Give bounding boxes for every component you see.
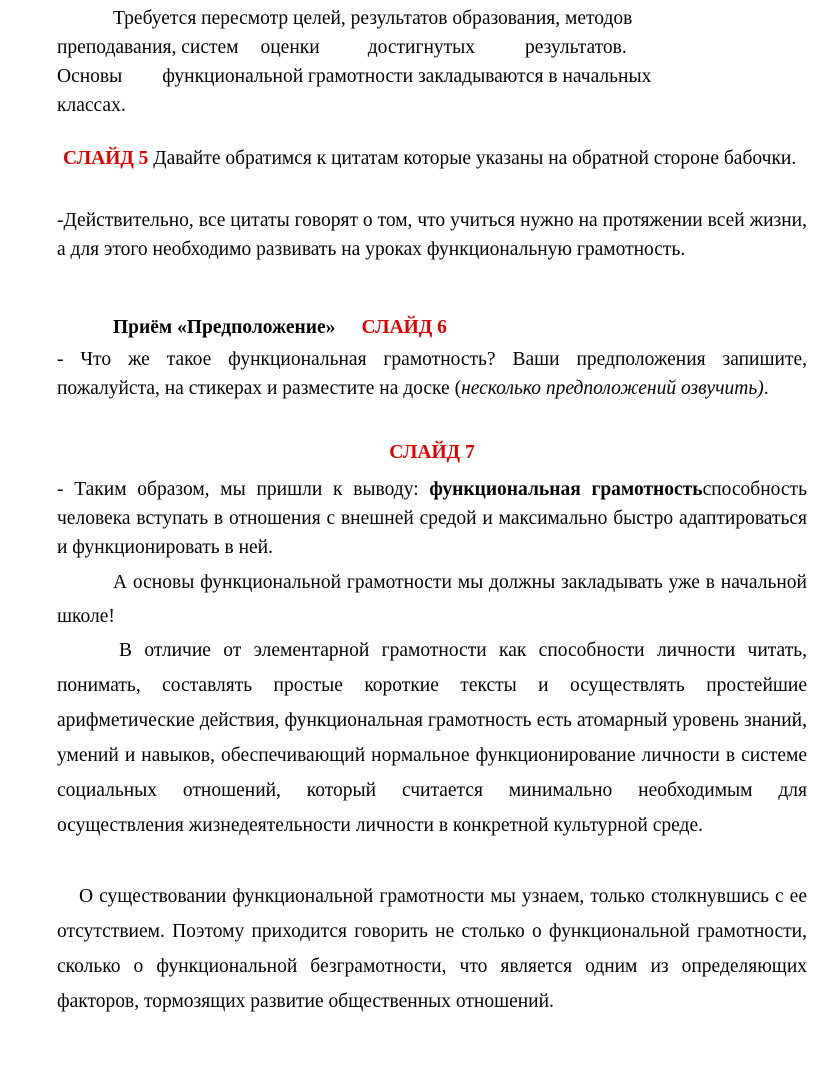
paragraph-line: Требуется пересмотр целей, результатов образования, методов xyxy=(113,8,633,29)
slide-label: СЛАЙД 5 xyxy=(63,148,149,169)
defined-term: функциональная грамотность xyxy=(429,479,703,500)
slide-heading xyxy=(57,438,807,467)
paragraph-illiteracy: О существовании функциональной грамотности мы узнаем, только столкнувшись с ее отсутствием. Поэтому приходится говорить не столько о функциональной грамотности, сколько о функциональной безграмотности, что является одним из определяющих факторов, тормозящих развитие общественных отношений. xyxy=(57,886,807,1012)
paragraph-slide-5 xyxy=(57,144,807,173)
paragraph-line: классах. xyxy=(57,95,126,116)
italic-note: несколько предположений озвучить) xyxy=(461,378,764,399)
text-fragment: преподавания, систем xyxy=(57,37,239,58)
text-fragment: функциональной грамотности закладываются в начальных xyxy=(162,66,652,87)
paragraph-functional-literacy: В отличие от элементарной грамотности как способности личности читать, понимать, составлять простые короткие тексты и осуществлять простейшие арифметические действия, функциональная грамотность есть атомарный уровень знаний, умений и навыков, обеспечивающий нормальное функционирование личности в системе социальных отношений, который считается минимально необходимым для осуществления жизнедеятельности личности в конкретной культурной среде. xyxy=(57,640,807,836)
paragraph-definition xyxy=(57,475,807,562)
slide-label: СЛАЙД 6 xyxy=(361,317,447,338)
paragraph-line xyxy=(57,62,807,91)
paragraph-tail: . xyxy=(763,378,769,399)
slide-label: СЛАЙД 7 xyxy=(389,442,475,463)
paragraph-goals-revision xyxy=(57,4,807,120)
paragraph-quotes: -Действительно, все цитаты говорят о том, что учиться нужно на протяжении всей жизни, а для этого необходимо развивать на уроках функциональную грамотность. xyxy=(57,210,807,260)
text-fragment: Основы xyxy=(57,66,123,87)
method-title: Приём «Предположение» xyxy=(113,317,336,338)
paragraph-primary-school: А основы функциональной грамотности мы должны закладывать уже в начальной школе! xyxy=(57,572,807,627)
paragraph-text: способность человека вступать в отношения с внешней средой и максимально быстро адаптироваться и функционировать в ней. xyxy=(57,479,807,558)
paragraph-text: - Что же такое функциональная грамотность? Ваши предположения запишите, пожалуйста, на стикерах и разместите на доске ( xyxy=(57,349,807,399)
method-heading xyxy=(57,313,807,342)
paragraph-question xyxy=(57,345,807,403)
paragraph-text: Давайте обратимся к цитатам которые указаны на обратной стороне бабочки. xyxy=(148,148,797,169)
paragraph-text: - Таким образом, мы пришли к выводу: xyxy=(57,479,430,500)
text-fragment: оценки xyxy=(260,37,320,58)
text-fragment: результатов. xyxy=(525,37,627,58)
text-fragment: достигнутых xyxy=(367,37,476,58)
paragraph-line xyxy=(57,33,807,62)
